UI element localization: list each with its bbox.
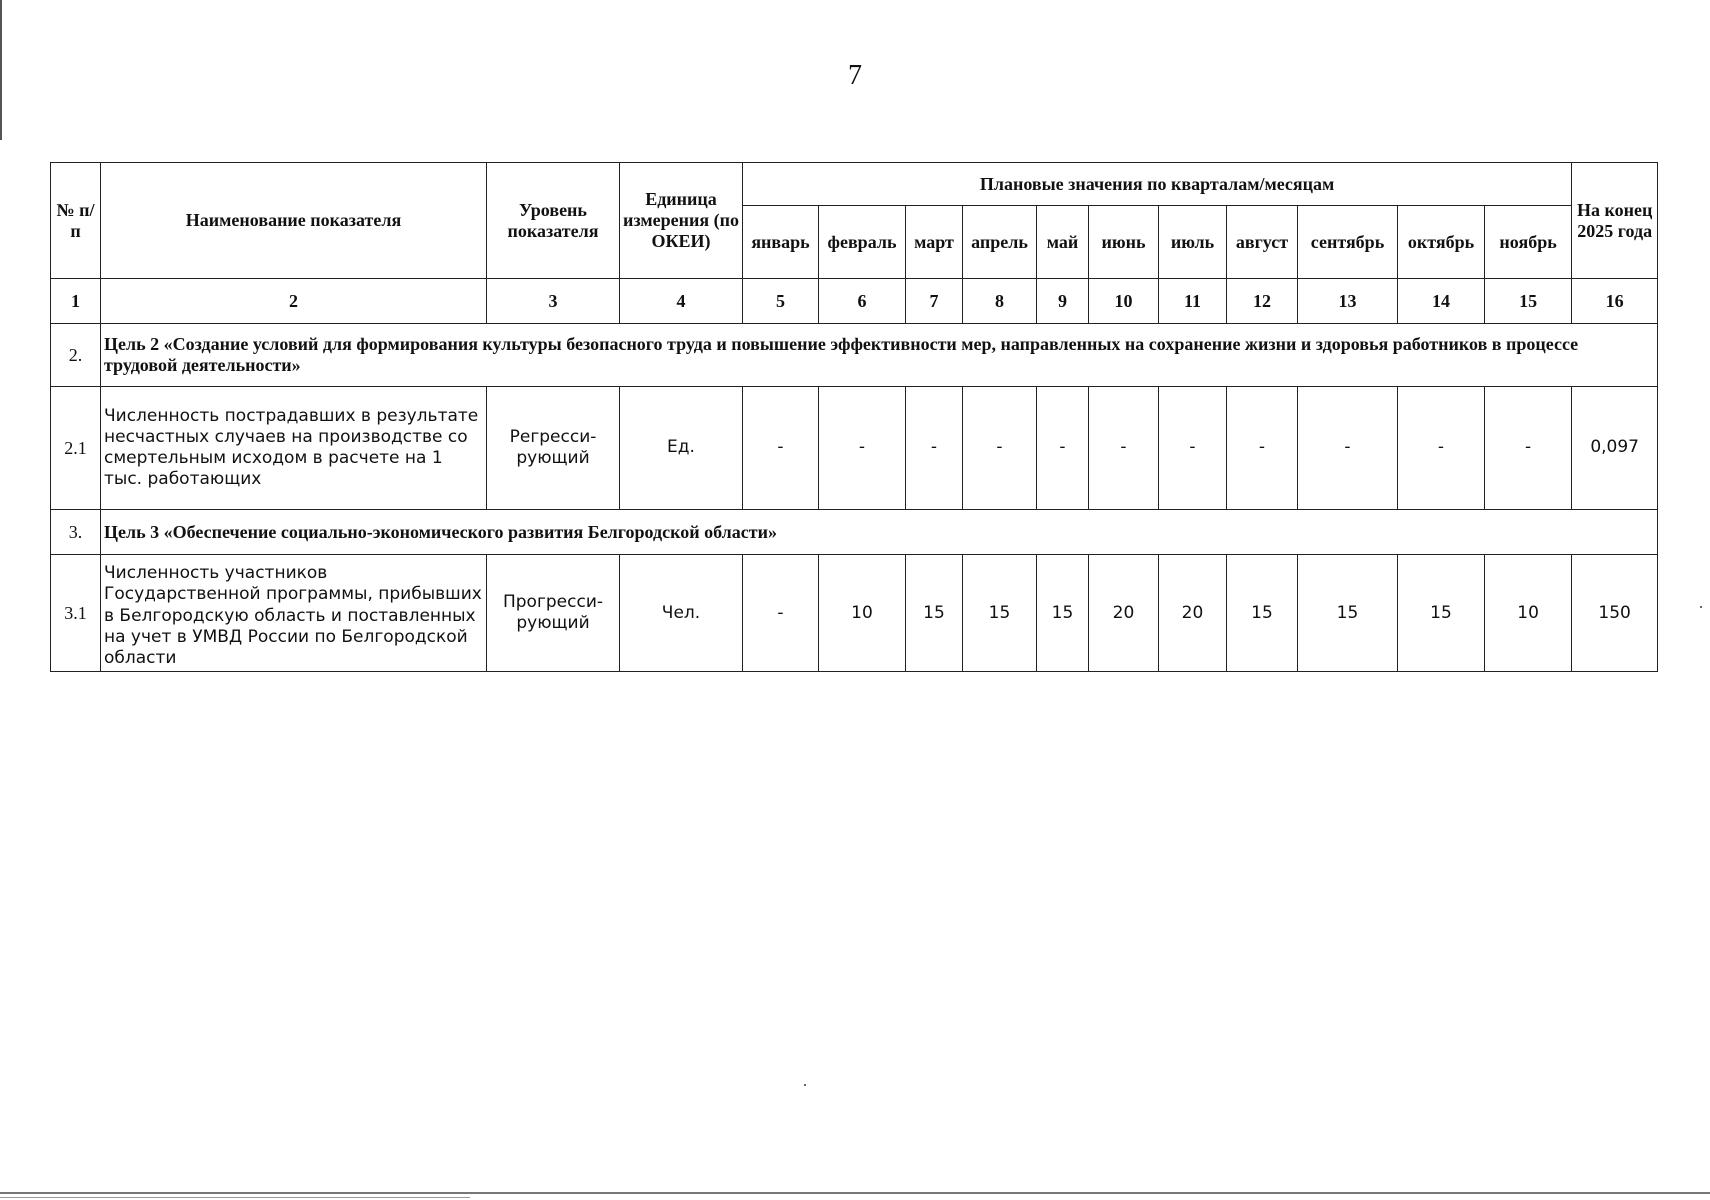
header-month: июнь <box>1089 206 1159 279</box>
column-number: 2 <box>101 279 487 324</box>
month-value: - <box>743 555 819 672</box>
header-month: сентябрь <box>1298 206 1398 279</box>
indicator-row <box>51 555 1658 672</box>
header-level: Уровень показателя <box>487 163 620 279</box>
header-name: Наименование показателя <box>101 163 487 279</box>
month-value: - <box>1089 387 1159 510</box>
page-number: 7 <box>848 60 862 91</box>
header-month: май <box>1037 206 1089 279</box>
indicator-row <box>51 387 1658 510</box>
goal-row <box>51 510 1658 555</box>
year-end-value: 0,097 <box>1572 387 1658 510</box>
indicator-level: Регресси-рующий <box>487 387 620 510</box>
month-value: 15 <box>906 555 963 672</box>
year-end-value: 150 <box>1572 555 1658 672</box>
header-month: апрель <box>963 206 1037 279</box>
indicator-num: 3.1 <box>51 555 101 672</box>
column-number: 14 <box>1398 279 1485 324</box>
month-value: - <box>1037 387 1089 510</box>
indicator-num: 2.1 <box>51 387 101 510</box>
month-value: - <box>906 387 963 510</box>
header-month: ноябрь <box>1485 206 1572 279</box>
goal-num: 2. <box>51 324 101 387</box>
header-month: январь <box>743 206 819 279</box>
month-value: 10 <box>819 555 906 672</box>
month-value: 15 <box>1298 555 1398 672</box>
goal-title: Цель 3 «Обеспечение социально-экономического развития Белгородской области» <box>101 510 1658 555</box>
month-value: 15 <box>1398 555 1485 672</box>
indicator-name: Численность участников Государственной программы, прибывших в Белгородскую область и поставленных на учет в УМВД России по Белгородской области <box>101 555 487 672</box>
page-bottom-edge <box>0 1192 1710 1194</box>
goal-num: 3. <box>51 510 101 555</box>
month-value: 15 <box>1037 555 1089 672</box>
scan-speck <box>1700 606 1702 608</box>
header-month: февраль <box>819 206 906 279</box>
month-value: - <box>1298 387 1398 510</box>
column-number: 3 <box>487 279 620 324</box>
scan-speck <box>804 1084 806 1086</box>
column-number: 11 <box>1159 279 1227 324</box>
month-value: - <box>819 387 906 510</box>
header-year-end: На конец 2025 года <box>1572 163 1658 279</box>
column-number: 15 <box>1485 279 1572 324</box>
indicator-unit: Ед. <box>620 387 743 510</box>
month-value: 15 <box>963 555 1037 672</box>
header-month: июль <box>1159 206 1227 279</box>
column-number: 9 <box>1037 279 1089 324</box>
header-month: октябрь <box>1398 206 1485 279</box>
indicator-level: Прогресси-рующий <box>487 555 620 672</box>
column-number: 7 <box>906 279 963 324</box>
goal-row <box>51 324 1658 387</box>
header-unit: Единица измерения (по ОКЕИ) <box>620 163 743 279</box>
column-number: 12 <box>1227 279 1298 324</box>
month-value: 15 <box>1227 555 1298 672</box>
column-number: 8 <box>963 279 1037 324</box>
column-number: 1 <box>51 279 101 324</box>
month-value: - <box>963 387 1037 510</box>
column-number: 4 <box>620 279 743 324</box>
column-number: 5 <box>743 279 819 324</box>
month-value: - <box>1485 387 1572 510</box>
header-month: август <box>1227 206 1298 279</box>
goal-title: Цель 2 «Создание условий для формирования культуры безопасного труда и повышение эффективности мер, направленных на сохранение жизни и здоровья работников в процессе трудовой деятельности» <box>101 324 1658 387</box>
column-number: 10 <box>1089 279 1159 324</box>
column-number: 16 <box>1572 279 1658 324</box>
header-month: март <box>906 206 963 279</box>
indicator-unit: Чел. <box>620 555 743 672</box>
month-value: - <box>1227 387 1298 510</box>
month-value: - <box>1398 387 1485 510</box>
month-value: 20 <box>1089 555 1159 672</box>
header-plan-group: Плановые значения по кварталам/месяцам <box>743 163 1572 206</box>
column-number: 13 <box>1298 279 1398 324</box>
column-number: 6 <box>819 279 906 324</box>
indicators-plan-table <box>50 162 1658 672</box>
indicator-name: Численность пострадавших в результате несчастных случаев на производстве со смертельным исходом в расчете на 1 тыс. работающих <box>101 387 487 510</box>
month-value: 10 <box>1485 555 1572 672</box>
month-value: - <box>743 387 819 510</box>
column-number-row <box>51 279 1658 324</box>
page-bottom-edge-shadow <box>0 1197 470 1198</box>
header-num: № п/п <box>51 163 101 279</box>
month-value: 20 <box>1159 555 1227 672</box>
month-value: - <box>1159 387 1227 510</box>
